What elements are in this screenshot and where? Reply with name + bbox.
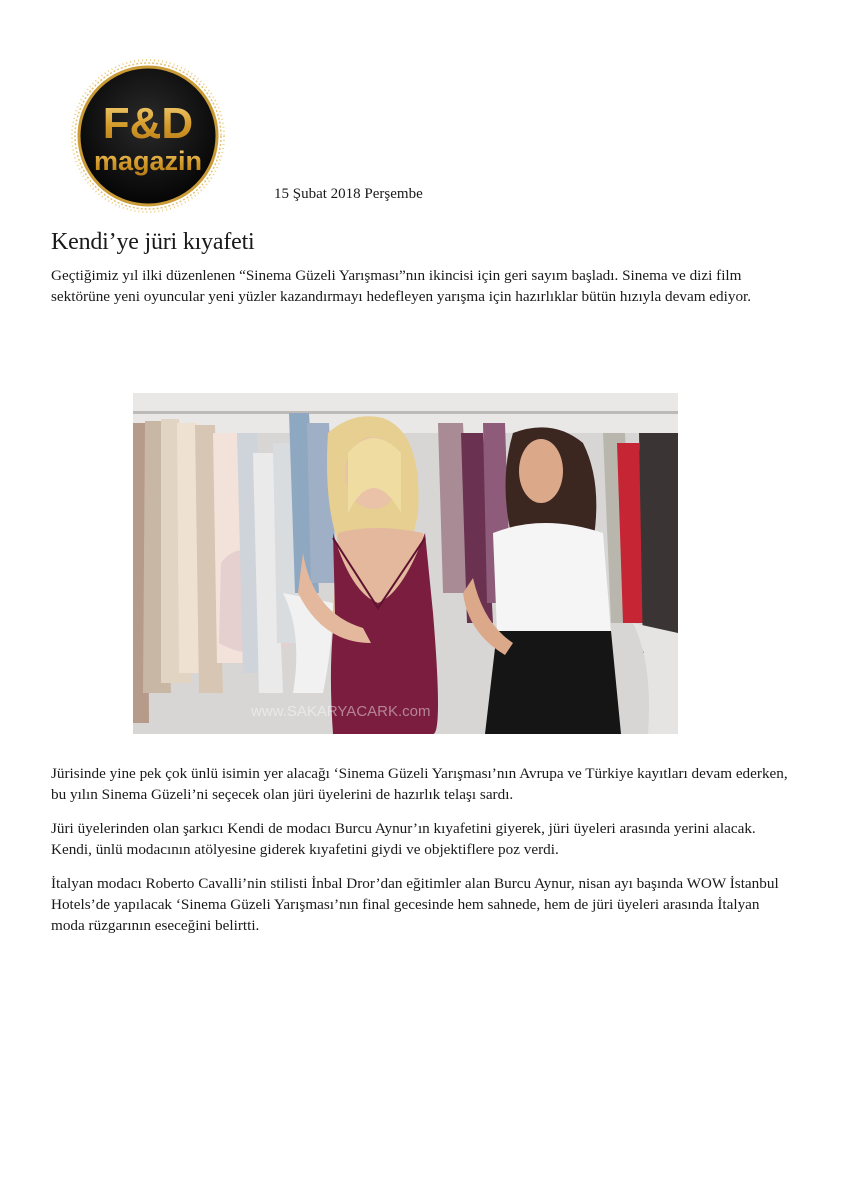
article-photo: [133, 393, 678, 734]
article-paragraph: İtalyan modacı Roberto Cavalli’nin stilisti İnbal Dror’dan eğitimler alan Burcu Aynur, nisan ayı başında WOW İstanbul Hotels’de yapılacak ‘Sinema Güzeli Yarışması’nın final gecesinde hem sahnede, hem de jüri üyeleri arasında İtalyan moda rüzgarının eseceğini belirtti.: [51, 875, 779, 934]
logo-line2: magazin: [93, 146, 203, 176]
photo-watermark: www.SAKARYACARK.com: [251, 703, 431, 720]
article-lead: Geçtiğimiz yıl ilki düzenlenen “Sinema Güzeli Yarışması”nın ikincisi için geri sayım başladı. Sinema ve dizi film sektörüne yeni oyuncular yeni yüzler kazandırmayı hedefleyen yarışma için hazırlıklar bütün hızıyla devam ediyor.: [51, 267, 752, 305]
publish-date: 15 Şubat 2018 Perşembe: [274, 186, 423, 202]
logo-line1: F&D: [102, 99, 194, 148]
article-title: Kendi’ye jüri kıyafeti: [51, 229, 255, 255]
fd-magazin-logo: [70, 58, 226, 214]
article-body: [51, 763, 796, 949]
article-paragraph: Jüri üyelerinden olan şarkıcı Kendi de modacı Burcu Aynur’ın kıyafetini giyerek, jüri üyeleri arasında yerini alacak. Kendi, ünlü modacının atölyesine giderek kıyafetini giydi ve objektiflere poz verdi.: [51, 820, 756, 858]
article-paragraph: Jürisinde yine pek çok ünlü isimin yer alacağı ‘Sinema Güzeli Yarışması’nın Avrupa ve Türkiye kayıtları devam ederken, bu yılın Sinema Güzeli’ni seçecek olan jüri üyelerini de hazırlık telaşı sardı.: [51, 765, 788, 803]
